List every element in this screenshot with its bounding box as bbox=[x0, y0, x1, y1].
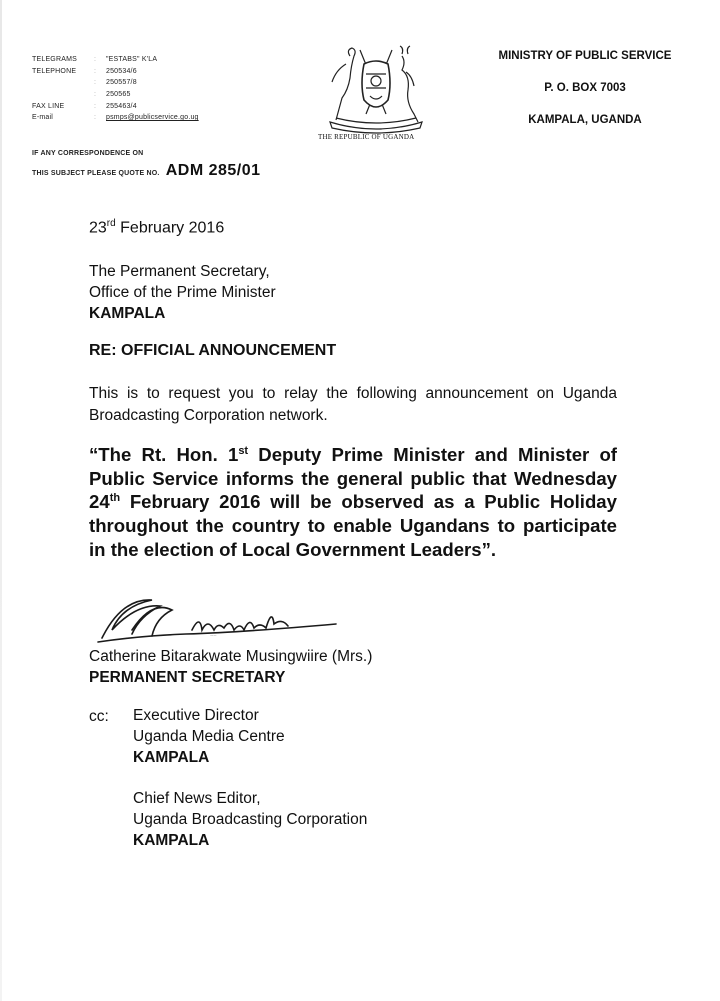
announcement-part: February 2016 will be observed as a Public Holiday throughout the country to enable Ugandans to participate in the election of Local Government Leaders”. bbox=[89, 491, 617, 560]
colon: : bbox=[94, 91, 97, 99]
intro-paragraph: This is to request you to relay the following announcement on Uganda Broadcasting Corporation network. bbox=[89, 385, 617, 424]
ordinal-suffix: th bbox=[109, 492, 121, 505]
addressee-line: The Permanent Secretary, bbox=[89, 263, 270, 280]
reference-number: ADM 285/01 bbox=[165, 162, 261, 179]
date-rest: February 2016 bbox=[115, 219, 225, 237]
cc-label: cc: bbox=[89, 708, 109, 725]
addressee-city: KAMPALA bbox=[89, 305, 166, 322]
letter-date bbox=[89, 218, 224, 237]
colon: : bbox=[94, 56, 97, 63]
addressee-block bbox=[89, 261, 276, 324]
colon: : bbox=[94, 67, 97, 75]
contact-label: FAX LINE bbox=[32, 102, 65, 110]
cc-line: Chief News Editor, bbox=[133, 790, 261, 807]
ministry-name: MINISTRY OF PUBLIC SERVICE bbox=[498, 50, 672, 62]
contact-value: 250565 bbox=[106, 91, 131, 99]
announcement-part: Deputy Prime Minister and Minister of Public Service informs the general public that Wednesday 24 bbox=[89, 444, 617, 513]
quote-instruction-2: THIS SUBJECT PLEASE QUOTE NO. bbox=[32, 170, 160, 177]
cc-recipient bbox=[133, 705, 285, 768]
contact-label: E-mail bbox=[32, 114, 54, 122]
quote-instruction: IF ANY CORRESPONDENCE ON bbox=[32, 150, 144, 157]
cc-line: Uganda Broadcasting Corporation bbox=[133, 811, 368, 828]
announcement-part: “The Rt. Hon. 1 bbox=[89, 444, 239, 465]
republic-caption: THE REPUBLIC OF UGANDA bbox=[318, 133, 415, 141]
cc-city: KAMPALA bbox=[133, 832, 210, 849]
svg-text:B.taraKwate: B.taraKwate bbox=[210, 636, 217, 637]
signer-name: Catherine Bitarakwate Musingwiire (Mrs.) bbox=[89, 648, 373, 665]
contact-value: 250557/8 bbox=[106, 79, 137, 87]
contact-value: 255463/4 bbox=[106, 102, 137, 110]
contact-label: TELEGRAMS bbox=[32, 56, 77, 63]
signer-title: PERMANENT SECRETARY bbox=[89, 669, 286, 686]
date-suffix: rd bbox=[106, 218, 116, 229]
ministry-box: P. O. BOX 7003 bbox=[544, 82, 626, 94]
scan-edge bbox=[0, 0, 2, 1001]
signer-block bbox=[89, 646, 372, 688]
cc-line: Executive Director bbox=[133, 707, 259, 724]
colon: : bbox=[94, 79, 97, 87]
ministry-city: KAMPALA, UGANDA bbox=[528, 114, 642, 126]
contact-value: 250534/6 bbox=[106, 67, 137, 75]
contact-value: "ESTABS" K'LA bbox=[106, 56, 158, 63]
email-link[interactable]: psmps@publicservice.go.ug bbox=[106, 114, 199, 122]
quote-instruction-line bbox=[32, 162, 261, 180]
coat-of-arms-icon bbox=[322, 44, 430, 134]
addressee-line: Office of the Prime Minister bbox=[89, 284, 276, 301]
contact-label: TELEPHONE bbox=[32, 67, 77, 75]
cc-city: KAMPALA bbox=[133, 749, 210, 766]
subject-line: RE: OFFICIAL ANNOUNCEMENT bbox=[89, 342, 337, 359]
ministry-block bbox=[470, 48, 700, 144]
date-day: 23 bbox=[89, 219, 107, 237]
ordinal-suffix: st bbox=[238, 444, 249, 457]
colon: : bbox=[94, 102, 97, 110]
cc-line: Uganda Media Centre bbox=[133, 728, 285, 745]
cc-recipient bbox=[133, 788, 367, 851]
announcement-text bbox=[89, 443, 617, 562]
colon: : bbox=[94, 114, 97, 122]
